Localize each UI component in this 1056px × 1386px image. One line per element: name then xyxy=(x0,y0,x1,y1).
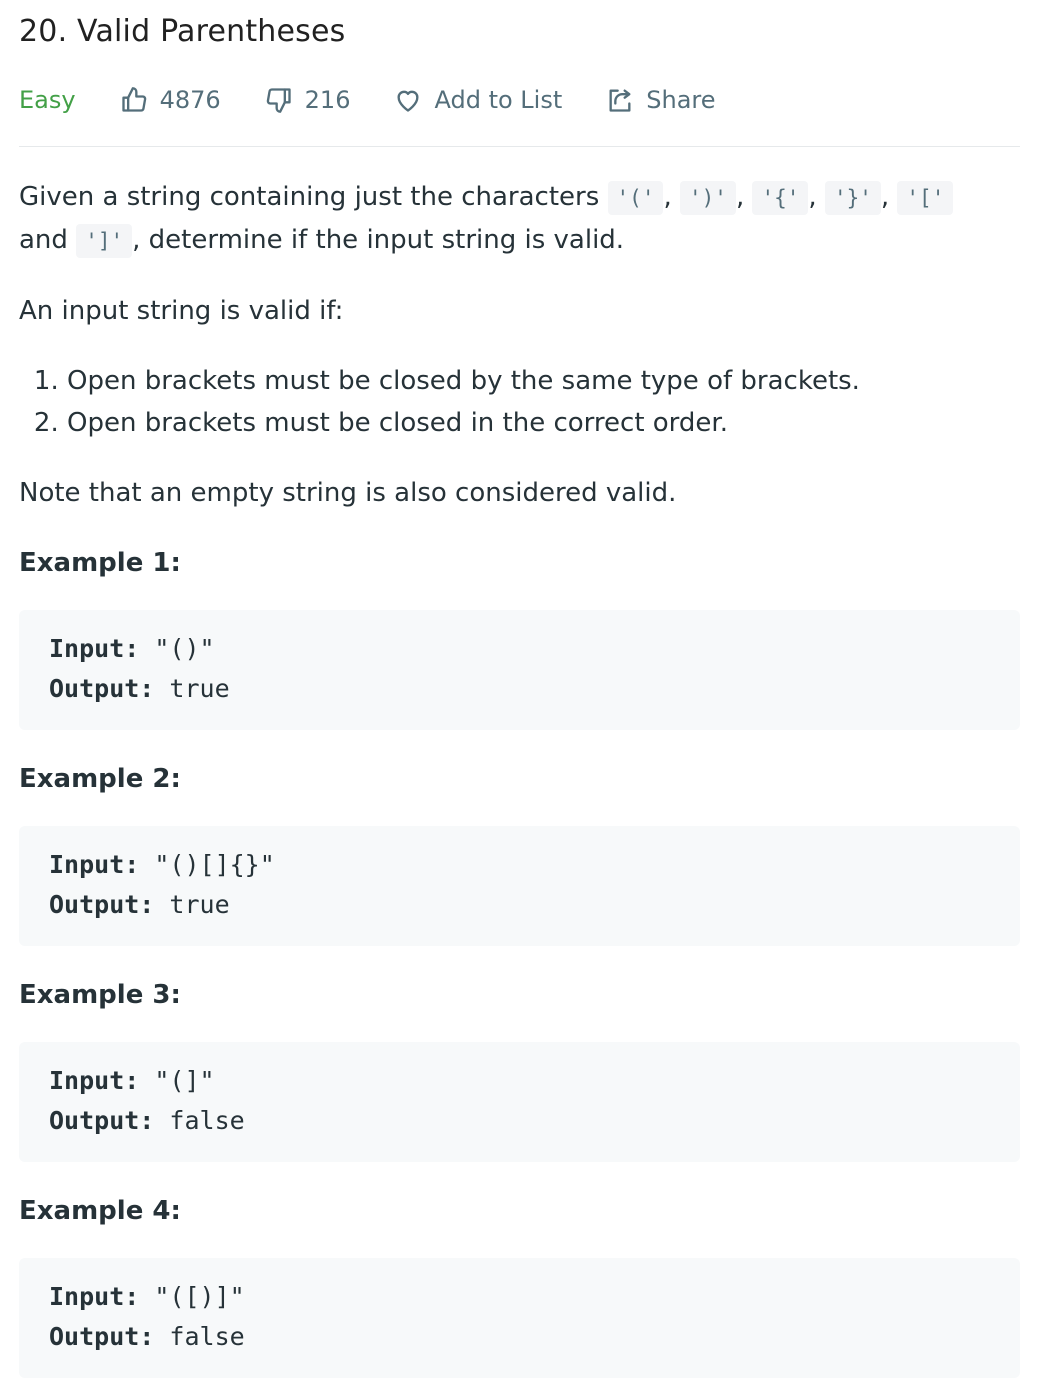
share-button[interactable] xyxy=(606,86,715,114)
note-text: Note that an empty string is also considered valid. xyxy=(19,478,677,508)
char-code: '[' xyxy=(897,181,953,215)
example-block xyxy=(19,610,1020,730)
example-block xyxy=(19,1042,1020,1162)
header-divider xyxy=(19,146,1020,147)
share-label: Share xyxy=(646,86,716,114)
input-label: Input: xyxy=(49,634,140,663)
input-value: "([)]" xyxy=(154,1282,245,1311)
like-button[interactable] xyxy=(120,86,221,114)
separator: , xyxy=(735,182,753,212)
difficulty-badge: Easy xyxy=(19,86,76,114)
example-title: Example 1: xyxy=(19,548,181,578)
char-code: '{' xyxy=(752,181,808,215)
problem-title: 20. Valid Parentheses xyxy=(19,14,346,49)
intro-text-end: , determine if the input string is valid. xyxy=(132,225,625,255)
output-value: false xyxy=(169,1322,245,1351)
and-word: and xyxy=(19,225,77,255)
input-value: "()" xyxy=(154,634,215,663)
intro-text: Given a string containing just the characters xyxy=(19,182,608,212)
share-icon xyxy=(606,86,634,114)
input-label: Input: xyxy=(49,1282,140,1311)
dislike-button[interactable] xyxy=(265,86,351,114)
input-value: "(]" xyxy=(154,1066,215,1095)
char-code: '(' xyxy=(608,181,664,215)
example-title: Example 4: xyxy=(19,1196,181,1226)
problem-description xyxy=(19,176,1020,1378)
example-block xyxy=(19,1258,1020,1378)
separator: , xyxy=(880,182,898,212)
char-code: ')' xyxy=(680,181,736,215)
input-label: Input: xyxy=(49,850,140,879)
output-value: true xyxy=(169,674,230,703)
like-count: 4876 xyxy=(159,86,221,114)
output-label: Output: xyxy=(49,1322,155,1351)
rules-list xyxy=(19,360,1020,444)
input-value: "()[]{}" xyxy=(154,850,275,879)
intro-paragraph xyxy=(19,176,1020,262)
char-code: ']' xyxy=(76,224,132,258)
output-value: true xyxy=(169,890,230,919)
input-label: Input: xyxy=(49,1066,140,1095)
add-to-list-label: Add to List xyxy=(434,86,563,114)
output-label: Output: xyxy=(49,1106,155,1135)
thumbs-up-icon xyxy=(120,86,148,114)
heart-icon xyxy=(394,86,422,114)
add-to-list-button[interactable] xyxy=(394,86,562,114)
separator: , xyxy=(808,182,825,212)
char-code: '}' xyxy=(825,181,881,215)
list-item: 1. Open brackets must be closed by the same type of brackets. xyxy=(67,360,1020,402)
list-item: 2. Open brackets must be closed in the correct order. xyxy=(67,402,1020,444)
problem-meta-bar xyxy=(19,82,1020,118)
output-label: Output: xyxy=(49,674,155,703)
valid-if-text: An input string is valid if: xyxy=(19,296,344,326)
output-value: false xyxy=(169,1106,245,1135)
example-title: Example 3: xyxy=(19,980,181,1010)
separator: , xyxy=(663,182,680,212)
output-label: Output: xyxy=(49,890,155,919)
example-block xyxy=(19,826,1020,946)
example-title: Example 2: xyxy=(19,764,181,794)
dislike-count: 216 xyxy=(304,86,351,114)
thumbs-down-icon xyxy=(265,86,293,114)
